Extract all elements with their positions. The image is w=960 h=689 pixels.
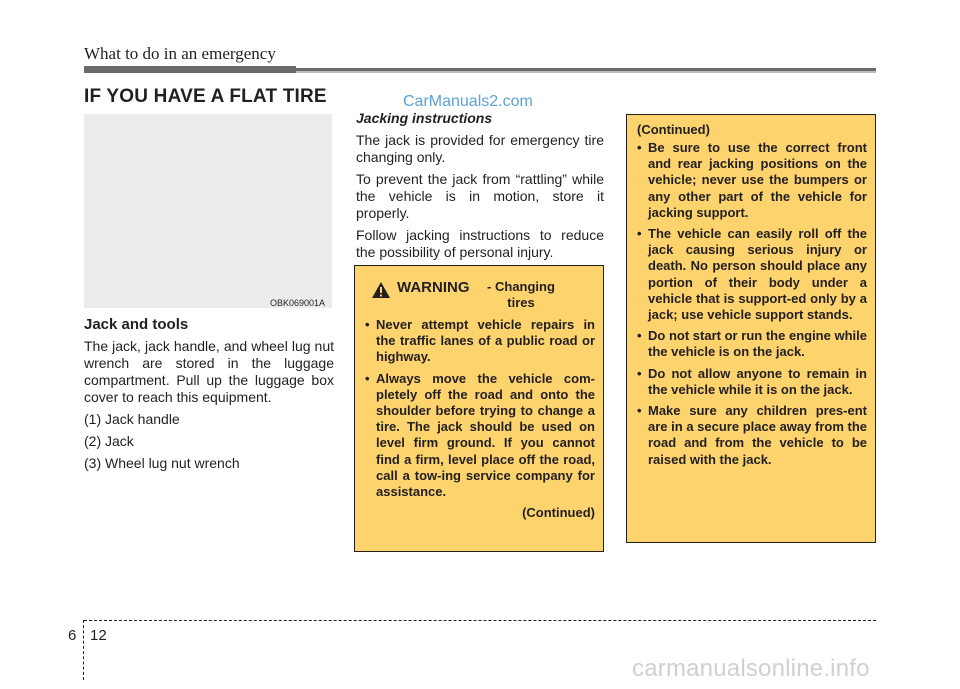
warning-subtitle: - Changing tires bbox=[487, 279, 555, 310]
warning-box bbox=[354, 265, 604, 552]
list-item bbox=[637, 328, 867, 360]
bullet-text: Always move the vehicle com-pletely off the road and onto the shoulder before trying to change a tire. The jack should be used on level firm ground. If you cannot find a firm, level place off the road, call a tow-ing service company for assistance. bbox=[376, 370, 595, 500]
bullet-dot: • bbox=[637, 226, 642, 242]
list-item: (1) Jack handle bbox=[84, 411, 180, 427]
footer-rule bbox=[84, 620, 876, 621]
list-item bbox=[365, 371, 595, 501]
list-item: (3) Wheel lug nut wrench bbox=[84, 455, 240, 471]
bullet-dot: • bbox=[637, 328, 642, 344]
jack-tools-photo bbox=[84, 114, 332, 308]
list-item bbox=[637, 226, 867, 323]
jack-tools-heading: Jack and tools bbox=[84, 316, 189, 333]
bullet-dot: • bbox=[637, 403, 642, 419]
list-item bbox=[365, 317, 595, 366]
jacking-paragraph: The jack is provided for emergency tire changing only. bbox=[356, 132, 604, 165]
list-item bbox=[637, 140, 867, 221]
bullet-text: Do not start or run the engine while the vehicle is on the jack. bbox=[648, 328, 867, 360]
jacking-paragraph: To prevent the jack from “rattling” while the vehicle is in motion, store it properly. bbox=[356, 171, 604, 221]
header-rule-accent bbox=[84, 66, 296, 73]
list-item: (2) Jack bbox=[84, 433, 134, 449]
continued-label: (Continued) bbox=[522, 505, 595, 521]
continued-heading: (Continued) bbox=[637, 122, 710, 137]
photo-caption: OBK069001A bbox=[270, 298, 326, 308]
warning-header bbox=[365, 279, 595, 311]
site-watermark-bottom: carmanualsonline.info bbox=[632, 655, 870, 682]
bullet-dot: • bbox=[365, 370, 370, 386]
warning-label: WARNING bbox=[397, 279, 470, 296]
footer-divider bbox=[83, 620, 84, 680]
bullet-text: Do not allow anyone to remain in the vehicle while it is on the jack. bbox=[648, 365, 867, 397]
bullet-text: The vehicle can easily roll off the jack causing serious injury or death. No person should place any portion of their body under a vehicle that is support-ed only by a jack; use vehicle support stands. bbox=[648, 226, 867, 323]
bullet-text: Be sure to use the correct front and rear jacking positions on the vehicle; never use the bumpers or any other part of the vehicle for jacking support. bbox=[648, 140, 867, 220]
continued-bullets bbox=[637, 140, 867, 468]
section-title: IF YOU HAVE A FLAT TIRE bbox=[84, 86, 327, 107]
bullet-text: Make sure any children pres-ent are in a secure place away from the road and from the vehicle to be raised with the jack. bbox=[648, 403, 867, 467]
site-watermark-top: CarManuals2.com bbox=[403, 93, 533, 110]
chapter-number: 6 bbox=[68, 627, 77, 644]
jack-tools-paragraph: The jack, jack handle, and wheel lug nut wrench are stored in the luggage compartment. Pull up the luggage box cover to reach this equipment. bbox=[84, 338, 334, 405]
jacking-instructions-body bbox=[356, 132, 604, 266]
jacking-paragraph: Follow jacking instructions to reduce the possibility of personal injury. bbox=[356, 227, 604, 260]
bullet-text: Never attempt vehicle repairs in the traffic lanes of a public road or highway. bbox=[376, 317, 595, 365]
list-item bbox=[637, 403, 867, 468]
warning-bullets bbox=[365, 317, 595, 500]
warning-continued-box bbox=[626, 114, 876, 543]
bullet-dot: • bbox=[637, 365, 642, 381]
jack-tools-body bbox=[84, 338, 334, 477]
jacking-instructions-heading: Jacking instructions bbox=[356, 110, 493, 126]
bullet-dot: • bbox=[637, 140, 642, 155]
chapter-header-title: What to do in an emergency bbox=[84, 44, 276, 63]
page-number: 12 bbox=[90, 627, 107, 644]
bullet-dot: • bbox=[365, 317, 370, 332]
warning-triangle-icon bbox=[371, 281, 391, 299]
list-item bbox=[637, 366, 867, 398]
